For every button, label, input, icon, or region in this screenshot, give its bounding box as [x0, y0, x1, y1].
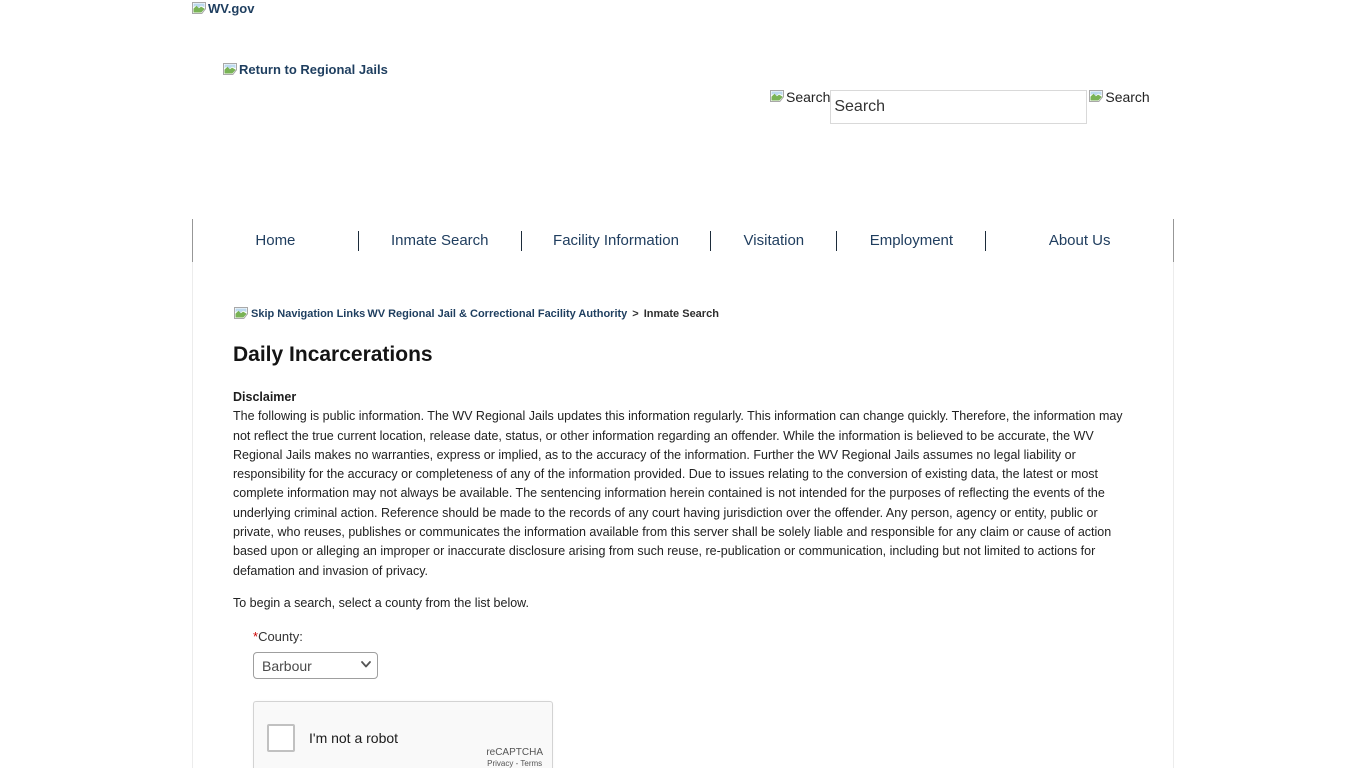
- search-instruction: To begin a search, select a county from the list below.: [233, 595, 529, 610]
- search-left-alt-text: Search: [786, 89, 831, 105]
- broken-image-icon: [233, 306, 249, 322]
- recaptcha-links: [486, 759, 543, 768]
- nav-item-facility-information[interactable]: Facility Information: [553, 232, 679, 249]
- disclaimer-text: The following is public information. The WV Regional Jails updates this information regularly. This information can change quickly. Therefore, the information may not reflect the true current location, release date, status, or other information regarding an offender. While the information is believed to be accurate, the WV Regional Jails makes no warranties, express or implied, as to the accuracy of the information. Further the WV Regional Jails assumes no legal liability or responsibility for the accuracy or completeness of any of the information provided. Due to issues relating to the conversion of existing data, the latest or most complete information may not always be available. The sentencing information herein contained is not intended for the purposes of reflecting the events of the underlying criminal action. Reference should be made to the records of any court having jurisdiction over the offender. Any person, agency or entity, public or private, who reuses, publishes or communicates the information available from this server shall be solely liable and responsible for any claim or cause of action based upon or alleging an improper or inaccurate disclosure arising from such reuse, re-publication or communication, including but not limited to actions for defamation and invasion of privacy.: [233, 409, 1123, 578]
- broken-image-icon: [1088, 89, 1104, 105]
- nav-item-inmate-search[interactable]: Inmate Search: [390, 232, 489, 249]
- breadcrumb-root-link[interactable]: WV Regional Jail & Correctional Facility Authority: [367, 308, 628, 320]
- header-search-area: [769, 88, 1150, 124]
- search-input[interactable]: [830, 90, 1087, 124]
- recaptcha-privacy-link[interactable]: Privacy: [487, 759, 514, 768]
- nav-item-visitation[interactable]: Visitation: [743, 232, 805, 249]
- broken-image-icon: [222, 62, 238, 78]
- county-label: [253, 629, 1133, 645]
- nav-item-about-us[interactable]: About Us: [1048, 232, 1111, 249]
- required-marker: *: [253, 629, 259, 645]
- wvgov-logo-link[interactable]: [191, 1, 254, 17]
- recaptcha-link-separator: -: [515, 759, 519, 768]
- main-navigation: [192, 219, 1174, 262]
- return-link-alt-text: Return to Regional Jails: [239, 62, 388, 77]
- broken-image-icon: [191, 1, 207, 17]
- search-left-image: [769, 89, 830, 105]
- disclaimer-heading: Disclaimer: [233, 390, 297, 404]
- recaptcha-brand-name: reCAPTCHA: [486, 747, 543, 759]
- breadcrumb-current-page: Inmate Search: [643, 308, 719, 320]
- county-field: [253, 629, 1133, 679]
- search-submit-button[interactable]: [1088, 89, 1149, 105]
- page-column: [192, 219, 1174, 768]
- nav-item-home[interactable]: Home: [255, 232, 296, 249]
- skip-navigation-alt-text[interactable]: Skip Navigation Links: [251, 308, 366, 320]
- recaptcha-brand: [486, 747, 543, 768]
- breadcrumb-separator: >: [632, 308, 639, 320]
- wvgov-logo-alt-text: WV.gov: [208, 1, 255, 16]
- search-right-alt-text: Search: [1105, 89, 1150, 105]
- recaptcha-label: I'm not a robot: [309, 730, 399, 747]
- content-area: [192, 262, 1174, 768]
- recaptcha-checkbox[interactable]: [267, 724, 295, 752]
- nav-item-employment[interactable]: Employment: [869, 232, 954, 249]
- county-select-wrap: [253, 652, 378, 679]
- recaptcha-terms-link[interactable]: Terms: [520, 759, 543, 768]
- broken-image-icon: [769, 89, 785, 105]
- page-header: [0, 0, 1366, 219]
- recaptcha-widget: [253, 701, 553, 768]
- return-to-regional-jails-link[interactable]: [222, 62, 388, 78]
- disclaimer-section: [233, 388, 1133, 581]
- county-select[interactable]: [253, 652, 378, 679]
- breadcrumb: [233, 306, 1133, 322]
- page-title: Daily Incarcerations: [233, 343, 433, 366]
- county-label-text: County:: [258, 629, 303, 645]
